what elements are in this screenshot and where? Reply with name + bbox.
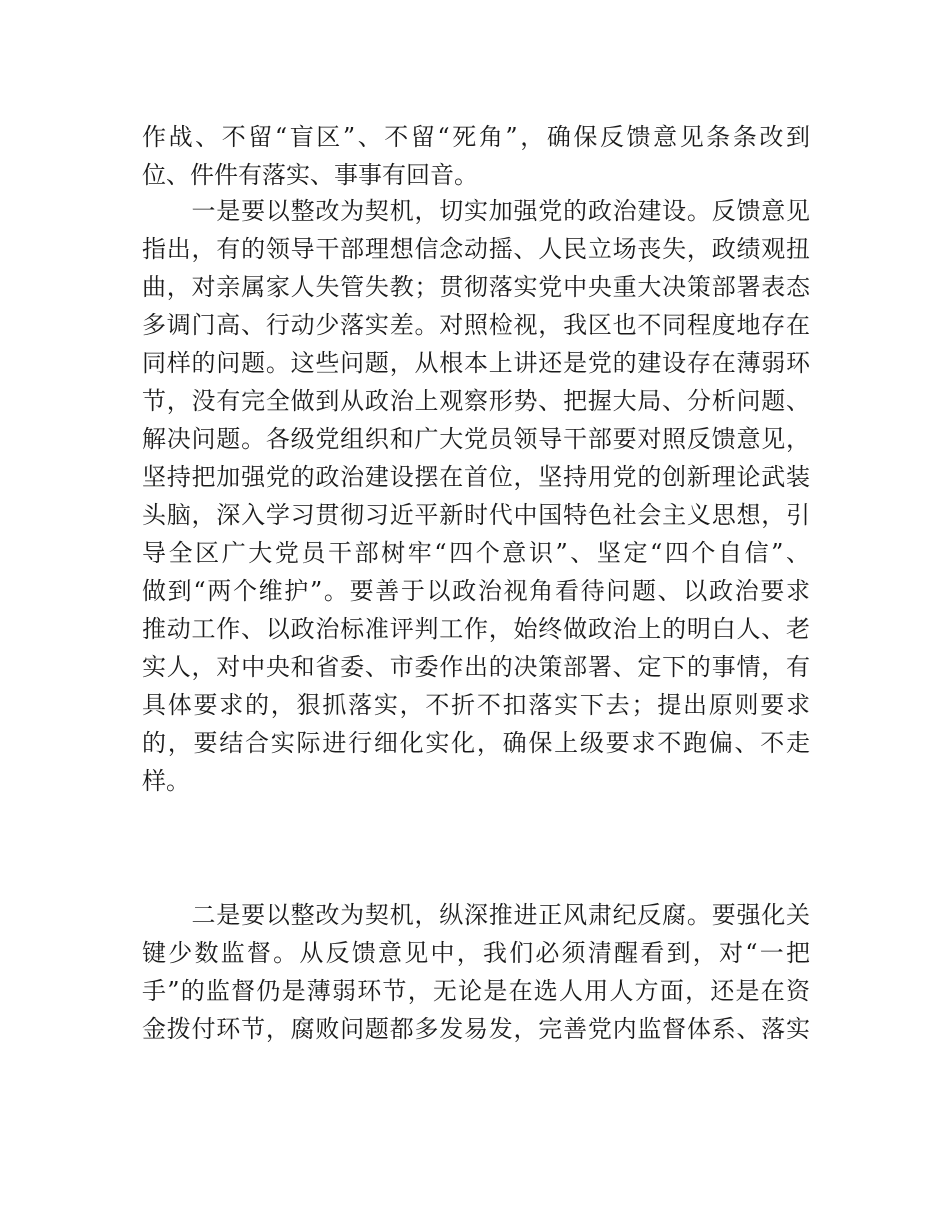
text-line: 导全区广大党员干部树牢“四个意识”、坚定“四个自信”、 bbox=[142, 539, 810, 567]
paragraph-continuation bbox=[142, 118, 810, 194]
text-line: 位、件件有落实、事事有回音。 bbox=[142, 161, 478, 189]
text-line: 具体要求的，狠抓落实，不折不扣落实下去；提出原则要求 bbox=[142, 691, 810, 719]
text-line: 曲，对亲属家人失管失教；贯彻落实党中央重大决策部署表态 bbox=[142, 273, 810, 301]
text-line: 键少数监督。从反馈意见中，我们必须清醒看到，对“一把 bbox=[142, 939, 810, 967]
text-line: 节，没有完全做到从政治上观察形势、把握大局、分析问题、 bbox=[142, 387, 810, 415]
text-line: 的，要结合实际进行细化实化，确保上级要求不跑偏、不走 bbox=[142, 729, 810, 757]
text-line: 做到“两个维护”。要善于以政治视角看待问题、以政治要求 bbox=[142, 577, 810, 605]
text-line: 多调门高、行动少落实差。对照检视，我区也不同程度地存在 bbox=[142, 311, 810, 339]
paragraph-political-construction bbox=[142, 192, 810, 800]
text-line: 样。 bbox=[142, 767, 190, 795]
text-line: 实人，对中央和省委、市委作出的决策部署、定下的事情，有 bbox=[142, 653, 810, 681]
text-line: 头脑，深入学习贯彻习近平新时代中国特色社会主义思想，引 bbox=[142, 501, 810, 529]
text-line: 同样的问题。这些问题，从根本上讲还是党的建设存在薄弱环 bbox=[142, 349, 810, 377]
text-line: 一是要以整改为契机，切实加强党的政治建设。反馈意见 bbox=[142, 197, 810, 225]
text-line: 二是要以整改为契机，纵深推进正风肃纪反腐。要强化关 bbox=[142, 901, 810, 929]
text-line: 指出，有的领导干部理想信念动摇、人民立场丧失，政绩观扭 bbox=[142, 235, 810, 263]
text-line: 坚持把加强党的政治建设摆在首位，坚持用党的创新理论武装 bbox=[142, 463, 810, 491]
text-line: 推动工作、以政治标准评判工作，始终做政治上的明白人、老 bbox=[142, 615, 810, 643]
text-line: 作战、不留“盲区”、不留“死角”，确保反馈意见条条改到 bbox=[142, 123, 810, 151]
paragraph-anti-corruption bbox=[142, 896, 810, 1048]
text-line: 解决问题。各级党组织和广大党员领导干部要对照反馈意见， bbox=[142, 425, 810, 453]
text-line: 手”的监督仍是薄弱环节，无论是在选人用人方面，还是在资 bbox=[142, 977, 810, 1005]
text-line: 金拨付环节，腐败问题都多发易发，完善党内监督体系、落实 bbox=[142, 1015, 810, 1043]
